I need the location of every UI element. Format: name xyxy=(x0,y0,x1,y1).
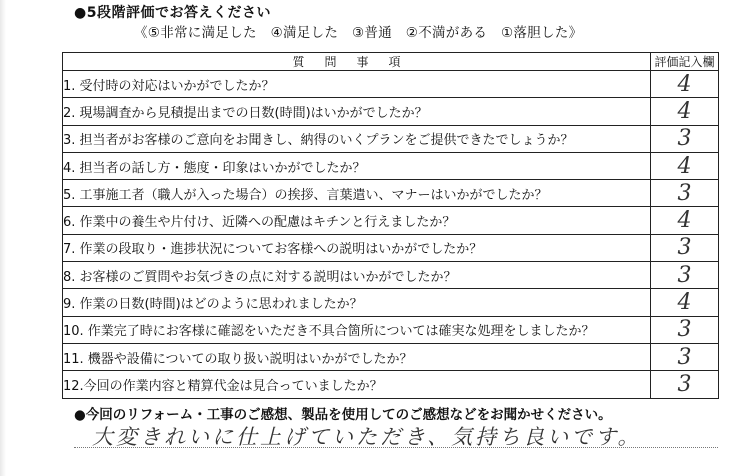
table-row xyxy=(63,71,719,98)
rating-value: 3 xyxy=(651,234,719,261)
rating-scale-legend: 《⑤非常に満足した ④満足した ③普通 ②不満がある ①落胆した》 xyxy=(134,25,583,41)
rating-value: 3 xyxy=(651,262,719,289)
table-row xyxy=(63,207,719,234)
question-text: 4. 担当者の話し方・態度・印象はいかがでしたか？ xyxy=(63,152,651,179)
rating-value: 3 xyxy=(651,180,719,207)
rating-value: 4 xyxy=(651,98,719,125)
question-text: 7. 作業の段取り・進捗状況についてお客様への説明はいかがでしたか？ xyxy=(63,234,651,261)
table-row xyxy=(63,343,719,370)
table-row xyxy=(63,371,719,398)
question-text: 8. お客様のご質問やお気づきの点に対する説明はいかがでしたか？ xyxy=(63,262,651,289)
question-text: 5. 工事施工者（職人が入った場合）の挨拶、言葉遣い、マナーはいかがでしたか？ xyxy=(63,180,651,207)
table-row xyxy=(63,98,719,125)
table-row xyxy=(63,234,719,261)
table-row xyxy=(63,125,719,152)
rating-value: 3 xyxy=(651,316,719,343)
question-text: 6. 作業中の養生や片付け、近隣への配慮はキチンと行えましたか？ xyxy=(63,207,651,234)
question-text: 1. 受付時の対応はいかがでしたか？ xyxy=(63,71,651,98)
table-row xyxy=(63,289,719,316)
scan-edge xyxy=(0,0,6,476)
comment-writing-line xyxy=(74,447,718,448)
question-text: 12.今回の作業内容と精算代金は見合っていましたか？ xyxy=(63,371,651,398)
table-row xyxy=(63,262,719,289)
rating-value: 4 xyxy=(651,289,719,316)
rating-column-header: 評価記入欄 xyxy=(651,53,719,71)
rating-value: 3 xyxy=(651,343,719,370)
question-column-header: 質問事項 xyxy=(63,53,651,71)
table-row xyxy=(63,152,719,179)
rating-value: 4 xyxy=(651,71,719,98)
handwritten-comment: 大変きれいに仕上げていただき、気持ち良いです。 xyxy=(92,425,642,449)
comment-prompt: ●今回のリフォーム・工事のご感想、製品を使用してのご感想などをお聞かせください。 xyxy=(74,407,612,423)
question-text: 9. 作業の日数(時間)はどのように思われましたか？ xyxy=(63,289,651,316)
question-text: 2. 現場調査から見積提出までの日数(時間)はいかがでしたか？ xyxy=(63,98,651,125)
table-row xyxy=(63,180,719,207)
instruction-heading: ●5段階評価でお答えください xyxy=(74,5,271,21)
rating-value: 3 xyxy=(651,371,719,398)
rating-value: 4 xyxy=(651,152,719,179)
rating-value: 3 xyxy=(651,125,719,152)
question-text: 11. 機器や設備についての取り扱い説明はいかがでしたか？ xyxy=(63,343,651,370)
survey-table xyxy=(62,52,719,399)
table-row xyxy=(63,316,719,343)
question-text: 10. 作業完了時にお客様に確認をいただき不具合箇所については確実な処理をしましたか？ xyxy=(63,316,651,343)
question-text: 3. 担当者がお客様のご意向をお聞きし、納得のいくプランをご提供できたでしょうか？ xyxy=(63,125,651,152)
table-header-row xyxy=(63,53,719,71)
rating-value: 4 xyxy=(651,207,719,234)
